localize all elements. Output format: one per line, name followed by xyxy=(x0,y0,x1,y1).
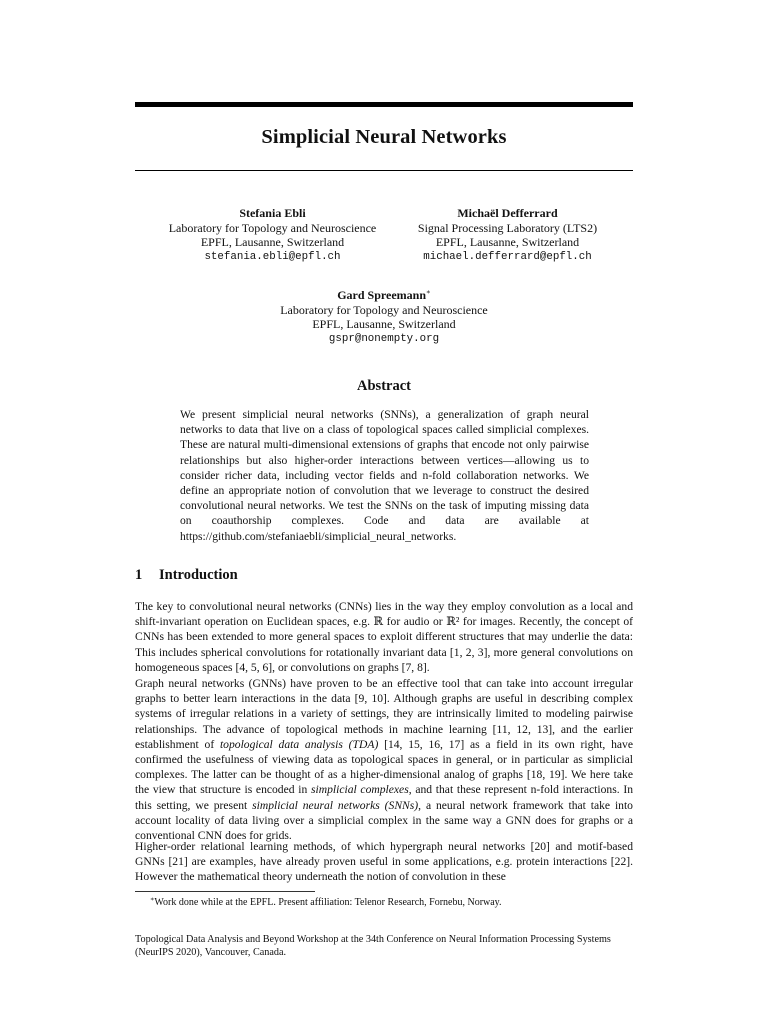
abstract-heading: Abstract xyxy=(357,378,411,394)
author-location: EPFL, Lausanne, Switzerland xyxy=(200,235,345,249)
paragraph-text: , a neural network framework that take into account locality of data living over a simplicial complex in the same way a GNN does for graphs or a conventional CNN does for grids. xyxy=(135,798,633,843)
author-block-spreemann xyxy=(135,285,633,346)
emphasis-simplicial-complexes: simplicial complexes xyxy=(310,783,409,797)
title-top-rule xyxy=(135,102,633,107)
section-title: Introduction xyxy=(159,567,238,583)
section-heading xyxy=(135,567,238,584)
intro-paragraph-3: Higher-order relational learning methods, of which hypergraph neural networks [20] and motif-based GNNs [21] are examples, have already proven useful in some applications, e.g. protein interactions [22]. However the mathematical theory underneath the notion of convolution in these xyxy=(135,840,633,884)
author-block-defferrard xyxy=(385,206,630,264)
title-bottom-rule xyxy=(135,170,633,171)
intro-paragraph-1: The key to convolutional neural networks (CNNs) lies in the way they employ convolution as a local and shift-invariant operation on Euclidean spaces, e.g. ℝ for audio or ℝ² for images. Recently, the concept of CNNs has been extended to more general spaces to exploit different structures that may underlie the data: This includes spherical convolutions for rotationally invariant data [1, 2, 3], more general convolutions on homogeneous spaces [4, 5, 6], or convolutions on graphs [7, 8]. xyxy=(135,600,633,674)
author-name: Gard Spreemann xyxy=(337,288,427,302)
paragraph-text: Graph neural networks (GNNs) have proven to be an effective tool that can take into account irregular graphs to better learn interactions in the data [9, 10]. Although graphs are useful in describing complex systems of irregular relations in a variety of settings, they are intrinsically limited to modeling pairwise relationships. The advance of topological methods in machine learning [11, 12, 13], and the earlier establishment of xyxy=(135,677,633,751)
emphasis-snns: simplicial neural networks (SNNs) xyxy=(252,798,419,812)
footnote-mark: ∗ xyxy=(150,896,155,903)
author-email[interactable]: stefania.ebli@epfl.ch xyxy=(204,250,341,263)
paper-title: Simplicial Neural Networks xyxy=(261,126,507,148)
author-affiliation: Laboratory for Topology and Neuroscience xyxy=(280,302,488,317)
author-location: EPFL, Lausanne, Switzerland xyxy=(312,317,456,331)
footnote xyxy=(150,894,630,909)
author-block-ebli xyxy=(150,206,395,264)
footnote-text: Work done while at the EPFL. Present affiliation: Telenor Research, Fornebu, Norway. xyxy=(154,897,502,908)
author-affiliation: Signal Processing Laboratory (LTS2) xyxy=(417,220,598,235)
author-name-row xyxy=(135,285,633,303)
author-location: EPFL, Lausanne, Switzerland xyxy=(435,235,580,249)
author-affiliation: Laboratory for Topology and Neuroscience xyxy=(168,220,377,235)
intro-paragraph-2 xyxy=(135,676,633,843)
author-email[interactable]: gspr@nonempty.org xyxy=(328,332,440,345)
section-number: 1 xyxy=(135,567,143,583)
footnote-rule xyxy=(135,891,315,892)
author-name: Michaël Defferrard xyxy=(457,206,558,220)
author-name: Stefania Ebli xyxy=(239,206,306,220)
emphasis-tda: topological data analysis (TDA) xyxy=(219,737,379,751)
author-email[interactable]: michael.defferrard@epfl.ch xyxy=(423,250,592,263)
paragraph-text: [14, 15, 16, 17] as a field in its own right, have confirmed the usefulness of viewing data as topological spaces in general, or in particular as simplicial complexes. The latter can be thought of as a higher-dimensional analog of graphs [18, 19]. We here take the view that structure is encoded in xyxy=(135,737,633,797)
footnote-marker[interactable]: ∗ xyxy=(426,288,431,296)
abstract-text: We present simplicial neural networks (SNNs), a generalization of graph neural networks to data that live on a class of topological spaces called simplicial complexes. These are natural multi-dimensional extensions of graphs that encode not only pairwise relationships but also higher-order interactions between vertices—allowing us to consider richer data, including vector fields and n-fold collaboration networks. We define an appropriate notion of convolution that we leverage to construct the desired convolutional neural networks. We test the SNNs on the task of imputing missing data on coauthorship complexes. Code and data are available at https://github.com/stefaniaebli/simplicial_neural_networks. xyxy=(180,408,589,543)
paragraph-text: , and that these represent n-fold interactions. In this setting, we present xyxy=(135,783,633,812)
venue-note: Topological Data Analysis and Beyond Workshop at the 34th Conference on Neural Information Processing Systems (NeurIPS 2020), Vancouver, Canada. xyxy=(135,934,611,958)
